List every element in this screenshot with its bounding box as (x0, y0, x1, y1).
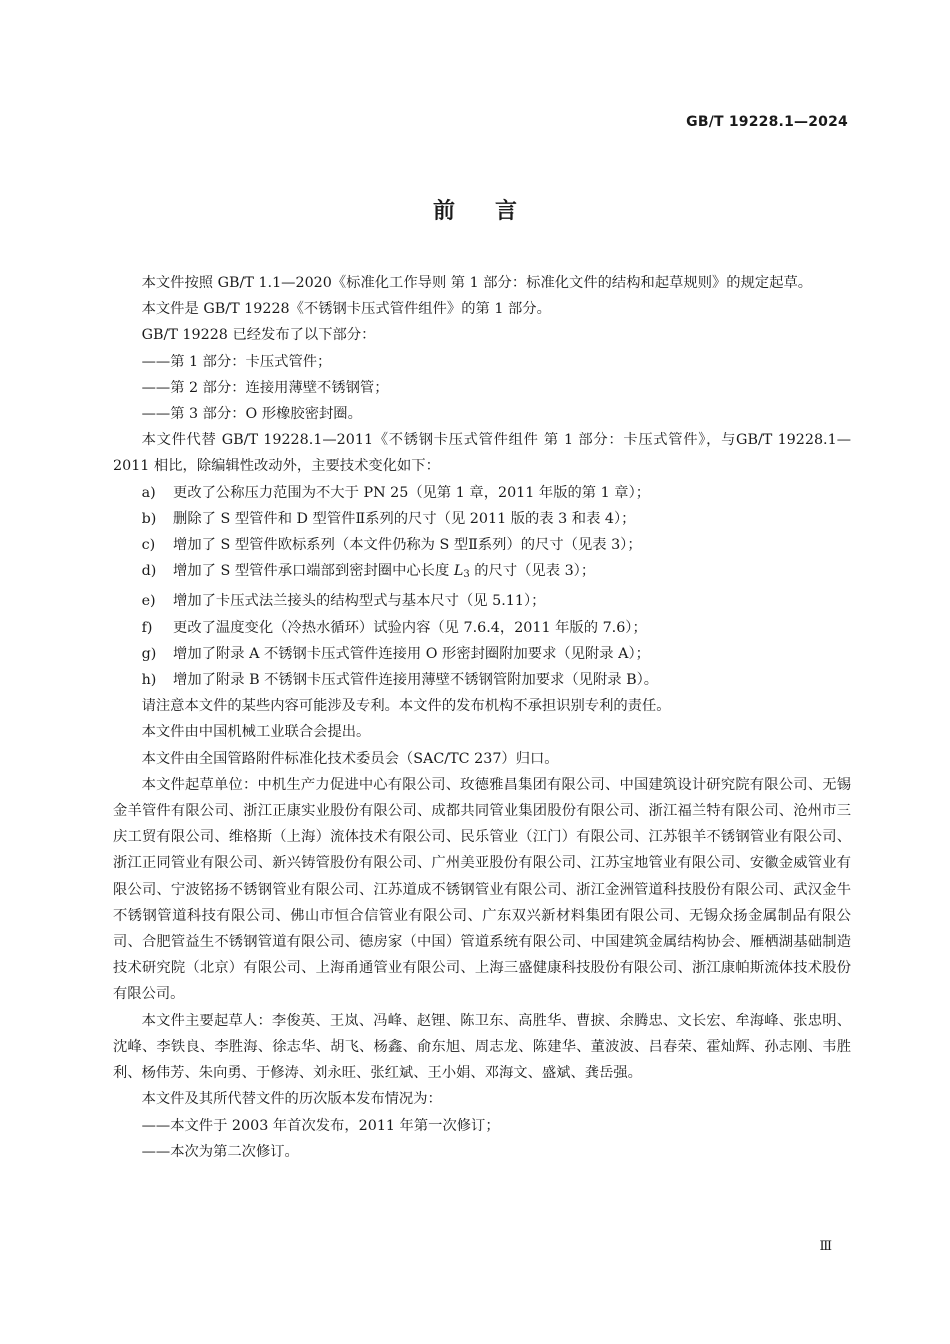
paragraph-administered-by: 本文件由全国管路附件标准化技术委员会（SAC/TC 237）归口。 (141, 750, 559, 767)
change-item-h: h) 增加了附录 B 不锈钢卡压式管件连接用薄壁不锈钢管附加要求（见附录 B）。 (141, 672, 659, 689)
foreword-body (113, 270, 851, 1165)
paragraph-patent-notice: 请注意本文件的某些内容可能涉及专利。本文件的发布机构不承担识别专利的责任。 (141, 698, 671, 715)
list-item-part-3: ——第 3 部分：O 形橡胶密封圈。 (141, 406, 362, 423)
change-item-b: b) 删除了 S 型管件和 D 型管件Ⅱ系列的尺寸（见 2011 版的表 3 和表 4）； (141, 510, 636, 527)
change-item-e: e) 增加了卡压式法兰接头的结构型式与基本尺寸（见 5.11）； (141, 593, 546, 610)
change-item-f: f) 更改了温度变化（冷热水循环）试验内容（见 7.6.4，2011 年版的 7.6）； (141, 619, 647, 636)
paragraph-drafting-units: 本文件起草单位：中机生产力促进中心有限公司、玫德雅昌集团有限公司、中国建筑设计研究院有限公司、无锡金羊管件有限公司、浙江正康实业股份有限公司、成都共同管业集团股份有限公司、浙江福兰特有限公司、沧州市三庆工贸有限公司、维格斯（上海）流体技术有限公司、民乐管业（江门）有限公司、江苏银羊不锈钢管业有限公司、浙江正同管业有限公司、新兴铸管股份有限公司、广州美亚股份有限公司、江苏宝地管业有限公司、安徽金威管业有限公司、宁波铭扬不锈钢管业有限公司、江苏道成不锈钢管业有限公司、浙江金洲管道科技股份有限公司、武汉金牛不锈钢管道科技有限公司、佛山市恒合信管业有限公司、广东双兴新材料集团有限公司、无锡众扬金属制品有限公司、合肥管益生不锈钢管道有限公司、德房家（中国）管道系统有限公司、中国建筑金属结构协会、雁栖湖基础制造技术研究院（北京）有限公司、上海甬通管业有限公司、上海三盛健康科技股份有限公司、浙江康帕斯流体技术股份有限公司。 (113, 776, 851, 1003)
paragraph-parts-intro: GB/T 19228 已经发布了以下部分： (141, 327, 376, 344)
list-item-part-2: ——第 2 部分：连接用薄壁不锈钢管； (141, 379, 389, 396)
paragraph-proposed-by: 本文件由中国机械工业联合会提出。 (141, 724, 371, 741)
paragraph-drafting-rules: 本文件按照 GB/T 1.1—2020《标准化工作导则 第 1 部分：标准化文件的结构和起草规则》的规定起草。 (141, 275, 813, 291)
paragraph-replacement: 本文件代替 GB/T 19228.1—2011《不锈钢卡压式管件组件 第 1 部分：卡压式管件》，与GB/T 19228.1—2011 相比，除编辑性改动外，主要技术变化如下： (113, 432, 851, 475)
page-number: Ⅲ (819, 1239, 832, 1254)
paragraph-part-statement: 本文件是 GB/T 19228《不锈钢卡压式管件组件》的第 1 部分。 (141, 301, 551, 318)
paragraph-history-intro: 本文件及其所代替文件的历次版本发布情况为： (141, 1091, 442, 1108)
standard-code: GB/T 19228.1—2024 (686, 114, 848, 130)
change-item-c: c) 增加了 S 型管件欧标系列（本文件仍称为 S 型Ⅱ系列）的尺寸（见表 3）； (141, 537, 642, 554)
list-item-part-1: ——第 1 部分：卡压式管件； (141, 353, 332, 370)
change-item-d: d) 增加了 S 型管件承口端部到密封圈中心长度 L3 的尺寸（见表 3）； (141, 563, 596, 581)
page-title: 前言 (432, 199, 557, 224)
paragraph-drafters: 本文件主要起草人：李俊英、王岚、冯峰、赵锂、陈卫东、高胜华、曹捩、余腾忠、文长宏、牟海峰、张忠明、沈峰、李铁良、李胜海、徐志华、胡飞、杨鑫、俞东旭、周志龙、陈建华、董波波、吕春荣、霍灿辉、孙志刚、韦胜利、杨伟芳、朱向勇、于修涛、刘永旺、张红斌、王小娟、邓海文、盛斌、龚岳强。 (113, 1012, 851, 1082)
change-item-g: g) 增加了附录 A 不锈钢卡压式管件连接用 O 形密封圈附加要求（见附录 A）； (141, 645, 650, 662)
history-item-1: ——本文件于 2003 年首次发布，2011 年第一次修订； (141, 1117, 500, 1134)
length-subscript: 3 (463, 569, 470, 581)
length-symbol: L (453, 563, 464, 580)
history-item-2: ——本次为第二次修订。 (141, 1143, 299, 1160)
change-item-a: a) 更改了公称压力范围为不大于 PN 25（见第 1 章，2011 年版的第 1 章）； (141, 484, 651, 501)
